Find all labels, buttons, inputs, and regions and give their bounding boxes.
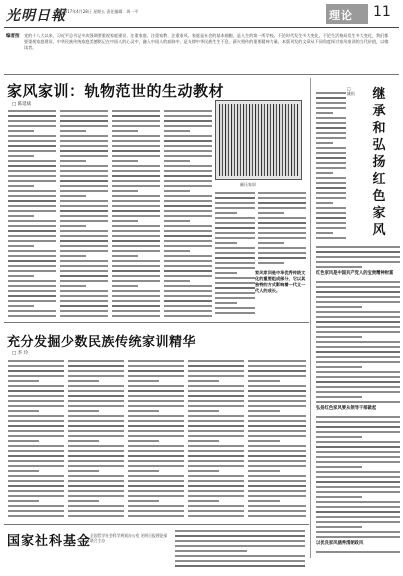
second-article-title: 充分发掘少数民族传统家训精华 (7, 335, 197, 350)
section-rule (4, 322, 309, 323)
scroll-image-caption: 颜氏家训 (240, 182, 256, 187)
side-article-column-1b (316, 246, 400, 556)
pull-quote: 家风家训是中华优秀传统文化的重要组成部分，它以其独特的方式影响着一代又一代人的成长。 (255, 270, 306, 293)
second-article-column-2 (68, 360, 124, 520)
main-article-column-2 (60, 110, 108, 318)
second-article-column-1 (8, 360, 64, 520)
masthead-rule (4, 27, 399, 28)
main-article-column-1 (8, 110, 56, 318)
ad-rule (4, 524, 309, 525)
main-article-column-4 (164, 110, 212, 318)
side-article-subhead-3: 以优良家风涵养清朗政风 (316, 541, 364, 546)
second-article-column-5 (248, 360, 306, 520)
note-rule (4, 74, 399, 75)
scroll-text-texture (219, 104, 298, 176)
editor-note (6, 33, 391, 73)
column-divider (310, 78, 311, 558)
main-article-title: 家风家训：轨物范世的生动教材 (7, 82, 225, 100)
ancient-scroll-image (215, 100, 302, 180)
section-label: 理论 (329, 9, 353, 22)
side-article-subhead-2: 弘扬红色家风要从领导干部做起 (316, 406, 377, 411)
side-article-column-1a (316, 92, 346, 242)
side-article-byline: □ 姚桓 (347, 86, 355, 96)
second-article-column-4 (188, 360, 244, 520)
fund-text (175, 530, 305, 570)
section-tab (326, 4, 368, 24)
side-article-title: 继承和弘扬红色家风 (372, 87, 386, 238)
main-article-column-5 (215, 192, 255, 318)
side-article-subhead-1: 红色家风是中国共产党人的宝贵精神财富 (316, 271, 394, 276)
second-article-column-3 (128, 360, 184, 520)
page-number: 11 (373, 4, 391, 20)
second-article-byline: □ 李 玲 (12, 351, 29, 356)
editor-note-text: 党的十八大以来，习近平总书记多次强调要重视家庭建设、注重家庭、注重家教、注重家风。家庭是社会的基本细胞，是人生的第一所学校。不论时代发生多大变化，不论生活格局发生多大变化，我们都要重视家庭建设。中华民族传统家庭美德铭记在中国人的心灵中，融入中国人的血脉中，是支撑中华民族生生不息、薪火相传的重要精神力量。本版刊发的文章从不同角度探讨家风家训的当代价值，以飨读者。 (24, 33, 389, 50)
editor-note-label: 编者按 (6, 34, 20, 39)
main-article-byline: □ 陈延斌 (12, 102, 32, 107)
fund-sponsor-text: 全国哲学社会科学规划办公室 光明日报理论部 联合主办 (90, 533, 168, 543)
issue-info: 2017年4月28日 星期五 责任编辑：周一平 (62, 9, 139, 14)
masthead (0, 0, 403, 28)
main-article-column-6 (258, 192, 306, 266)
fund-logo: 国家社科基金 (7, 534, 92, 549)
newspaper-logo: 光明日報 (6, 8, 66, 24)
main-article-column-3 (112, 110, 160, 318)
